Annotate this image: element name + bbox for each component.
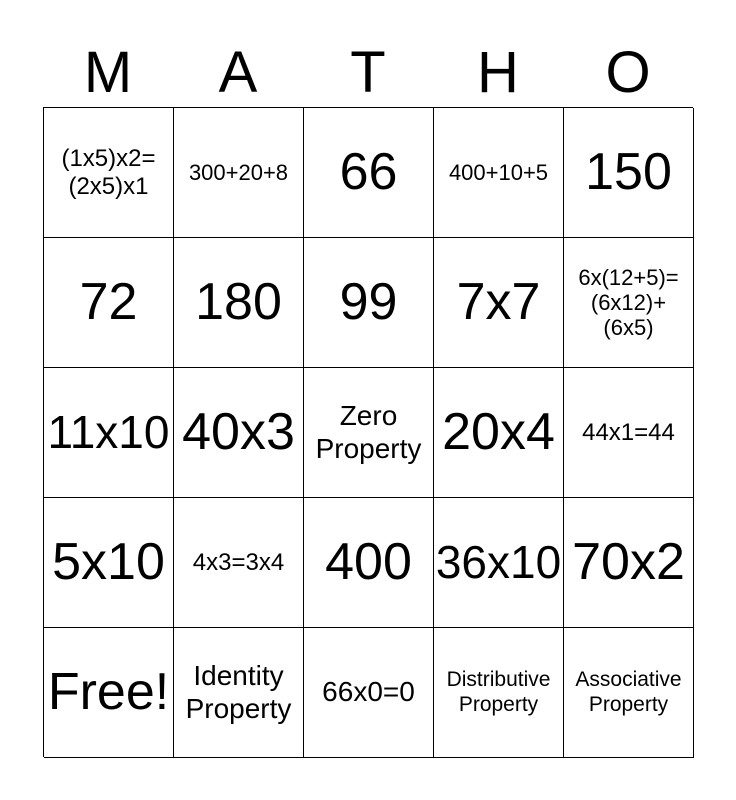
bingo-cell[interactable]: 99 [304,238,434,368]
header-letter-o: O [605,40,651,105]
bingo-cell[interactable]: 4x3=3x4 [174,498,304,628]
bingo-board [43,107,693,757]
bingo-cell[interactable]: Identity Property [174,628,304,758]
bingo-cell[interactable]: 180 [174,238,304,368]
bingo-cell[interactable]: 40x3 [174,368,304,498]
bingo-cell[interactable]: 66x0=0 [304,628,434,758]
bingo-cell[interactable]: 300+20+8 [174,108,304,238]
bingo-cell[interactable]: 36x10 [434,498,564,628]
header-letter-m: M [83,40,133,105]
bingo-cell[interactable]: 70x2 [564,498,694,628]
bingo-cell[interactable]: 72 [44,238,174,368]
free-space-cell[interactable]: Free! [44,628,174,758]
bingo-cell[interactable]: Zero Property [304,368,434,498]
bingo-header [43,40,693,106]
bingo-cell[interactable]: 20x4 [434,368,564,498]
bingo-cell[interactable]: 150 [564,108,694,238]
bingo-cell[interactable]: 5x10 [44,498,174,628]
bingo-cell[interactable]: 6x(12+5)= (6x12)+ (6x5) [564,238,694,368]
header-letter-h: H [477,40,519,105]
header-letter-a: A [218,40,258,105]
bingo-cell[interactable]: Associative Property [564,628,694,758]
bingo-cell[interactable]: 400 [304,498,434,628]
bingo-cell[interactable]: 44x1=44 [564,368,694,498]
bingo-cell[interactable]: Distributive Property [434,628,564,758]
bingo-cell[interactable]: 400+10+5 [434,108,564,238]
header-letter-t: T [350,40,386,105]
bingo-cell[interactable]: 66 [304,108,434,238]
bingo-cell[interactable]: 11x10 [44,368,174,498]
bingo-cell[interactable]: 7x7 [434,238,564,368]
bingo-cell[interactable]: (1x5)x2= (2x5)x1 [44,108,174,238]
